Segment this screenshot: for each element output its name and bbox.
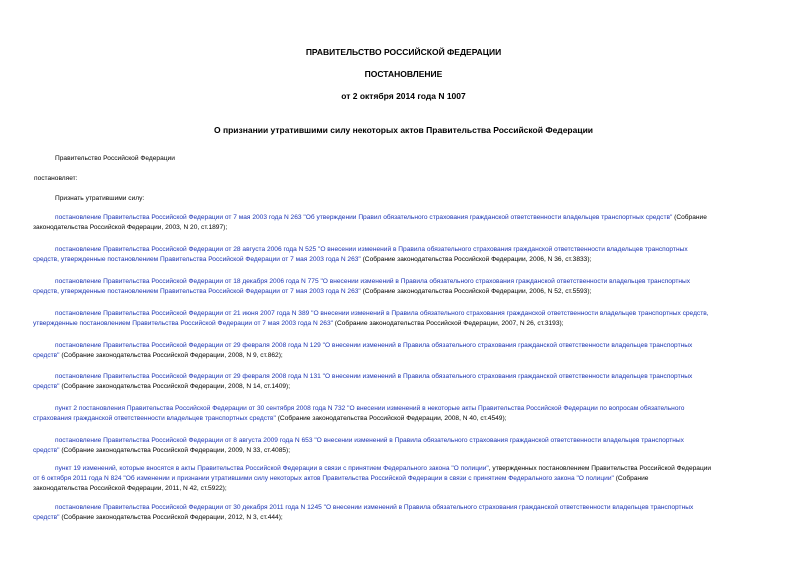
act-link[interactable]: от 6 октября 2011 года N 824 "Об изменении и признании утратившими силу некоторых актов Правительства Российской Федерации в связи с принятием Федерального закона "О полиции" (33, 475, 614, 482)
intro-declare-invalid: Признать утратившими силу: (55, 195, 145, 202)
act-link[interactable]: средств, утвержденные постановлением Правительства Российской Федерации от 7 мая 2003 года N 263" (33, 288, 361, 295)
list-item: постановление Правительства Российской Федерации от 30 декабря 2011 года N 1245 "О внесении изменений в Правила обязательного страхования гражданской ответственности владельцев транспортных средств" (Собрание законодательства Российской Федерации, 2012, N 3, ст.444); (33, 504, 694, 521)
act-link[interactable]: пункт 19 изменений, которые вносятся в акты Правительства Российской Федерации в связи с принятием Федерального закона "О полиции" (55, 465, 489, 472)
document-title: О признании утратившими силу некоторых актов Правительства Российской Федерации (213, 125, 594, 135)
act-link[interactable]: постановление Правительства Российской Федерации от 7 мая 2003 года N 263 "Об утверждении Правил обязательного страхования гражданской ответственности владельцев транспортных средств" (55, 214, 673, 221)
act-link[interactable]: средств" (33, 447, 60, 454)
document-type-heading: ПОСТАНОВЛЕНИЕ (364, 69, 443, 79)
government-heading: ПРАВИТЕЛЬСТВО РОССИЙСКОЙ ФЕДЕРАЦИИ (305, 47, 502, 57)
list-item: постановление Правительства Российской Федерации от 18 декабря 2006 года N 775 "О внесении изменений в Правила обязательного страхования гражданской ответственности владельцев транспортных средств, утвержденные постановлением Правительства Российской Федерации от 7 мая 2003 года N 263" (Собрание законодательства Российской Федерации, 2006, N 52, ст.5593); (33, 278, 691, 295)
act-link[interactable]: постановление Правительства Российской Федерации от 29 февраля 2008 года N 129 "О внесении изменений в Правила обязательного страхования гражданской ответственности владельцев транспортных (55, 342, 693, 349)
intro-resolves: постановляет: (34, 175, 78, 182)
list-item: постановление Правительства Российской Федерации от 8 августа 2009 года N 653 "О внесении изменений в Правила обязательного страхования гражданской ответственности владельцев транспортных средств" (Собрание законодательства Российской Федерации, 2009, N 33, ст.4085); (33, 437, 684, 454)
list-item: пункт 2 постановления Правительства Российской Федерации от 30 сентября 2008 года N 732 "О внесении изменений в некоторые акты Правительства Российской Федерации по вопросам обязательного страхования гражданской ответственности владельцев транспортных средств" (Собрание законодательства Российской Федерации, 2008, N 40, ст.4549); (33, 405, 685, 422)
act-link[interactable]: постановление Правительства Российской Федерации от 28 августа 2006 года N 525 "О внесении изменений в Правила обязательного страхования гражданской ответственности владельцев транспортных (55, 246, 688, 253)
act-link[interactable]: утвержденные постановлением Правительства Российской Федерации от 7 мая 2003 года N 263" (33, 320, 333, 327)
intro-government: Правительство Российской Федерации (55, 155, 175, 162)
document-date-number: от 2 октября 2014 года N 1007 (341, 91, 466, 101)
list-item: постановление Правительства Российской Федерации от 21 июня 2007 года N 389 "О внесении изменений в Правила обязательного страхования гражданской ответственности владельцев транспортных средств, утвержденные постановлением Правительства Российской Федерации от 7 мая 2003 года N 263" (Собрание законодательства Российской Федерации, 2007, N 26, ст.3193); (33, 310, 709, 327)
list-item: пункт 19 изменений, которые вносятся в акты Правительства Российской Федерации в связи с принятием Федерального закона "О полиции", утвержденных постановлением Правительства Российской Федерации от 6 октября 2011 года N 824 "Об изменении и признании утратившими силу некоторых актов Правительства Российской Федерации в связи с принятием Федерального закона "О полиции" (Собрание законодательства Российской Федерации, 2011, N 42, ст.5922); (33, 465, 712, 492)
act-link[interactable]: постановление Правительства Российской Федерации от 8 августа 2009 года N 653 "О внесении изменений в Правила обязательного страхования гражданской ответственности владельцев транспортных (55, 437, 684, 444)
list-item: постановление Правительства Российской Федерации от 7 мая 2003 года N 263 "Об утверждении Правил обязательного страхования гражданской ответственности владельцев транспортных средств" (Собрание законодательства Российской Федерации, 2003, N 20, ст.1897); (33, 214, 707, 231)
act-link[interactable]: пункт 2 постановления Правительства Российской Федерации от 30 сентября 2008 года N 732 "О внесении изменений в некоторые акты Правительства Российской Федерации по вопросам обязательного (55, 405, 685, 412)
act-link[interactable]: средств" (33, 352, 60, 359)
act-link[interactable]: средств" (33, 383, 60, 390)
act-link[interactable]: средств, утвержденные постановлением Правительства Российской Федерации от 7 мая 2003 года N 263" (33, 256, 361, 263)
act-link[interactable]: постановление Правительства Российской Федерации от 29 февраля 2008 года N 131 "О внесении изменений в Правила обязательного страхования гражданской ответственности владельцев транспортных (55, 373, 693, 380)
list-item: постановление Правительства Российской Федерации от 29 февраля 2008 года N 131 "О внесении изменений в Правила обязательного страхования гражданской ответственности владельцев транспортных средств" (Собрание законодательства Российской Федерации, 2008, N 14, ст.1409); (33, 373, 693, 390)
act-link[interactable]: страхования гражданской ответственности владельцев транспортных средств" (33, 415, 276, 422)
act-link[interactable]: постановление Правительства Российской Федерации от 21 июня 2007 года N 389 "О внесении изменений в Правила обязательного страхования гражданской ответственности владельцев транспортных средств, (55, 310, 709, 317)
list-item: постановление Правительства Российской Федерации от 29 февраля 2008 года N 129 "О внесении изменений в Правила обязательного страхования гражданской ответственности владельцев транспортных средств" (Собрание законодательства Российской Федерации, 2008, N 9, ст.862); (33, 342, 693, 359)
act-link[interactable]: средств" (33, 514, 60, 521)
list-item: постановление Правительства Российской Федерации от 28 августа 2006 года N 525 "О внесении изменений в Правила обязательного страхования гражданской ответственности владельцев транспортных средств, утвержденные постановлением Правительства Российской Федерации от 7 мая 2003 года N 263" (Собрание законодательства Российской Федерации, 2006, N 36, ст.3833); (33, 246, 688, 263)
act-link[interactable]: постановление Правительства Российской Федерации от 30 декабря 2011 года N 1245 "О внесении изменений в Правила обязательного страхования гражданской ответственности владельцев транспортных (55, 504, 694, 511)
act-link[interactable]: постановление Правительства Российской Федерации от 18 декабря 2006 года N 775 "О внесении изменений в Правила обязательного страхования гражданской ответственности владельцев транспортных (55, 278, 691, 285)
